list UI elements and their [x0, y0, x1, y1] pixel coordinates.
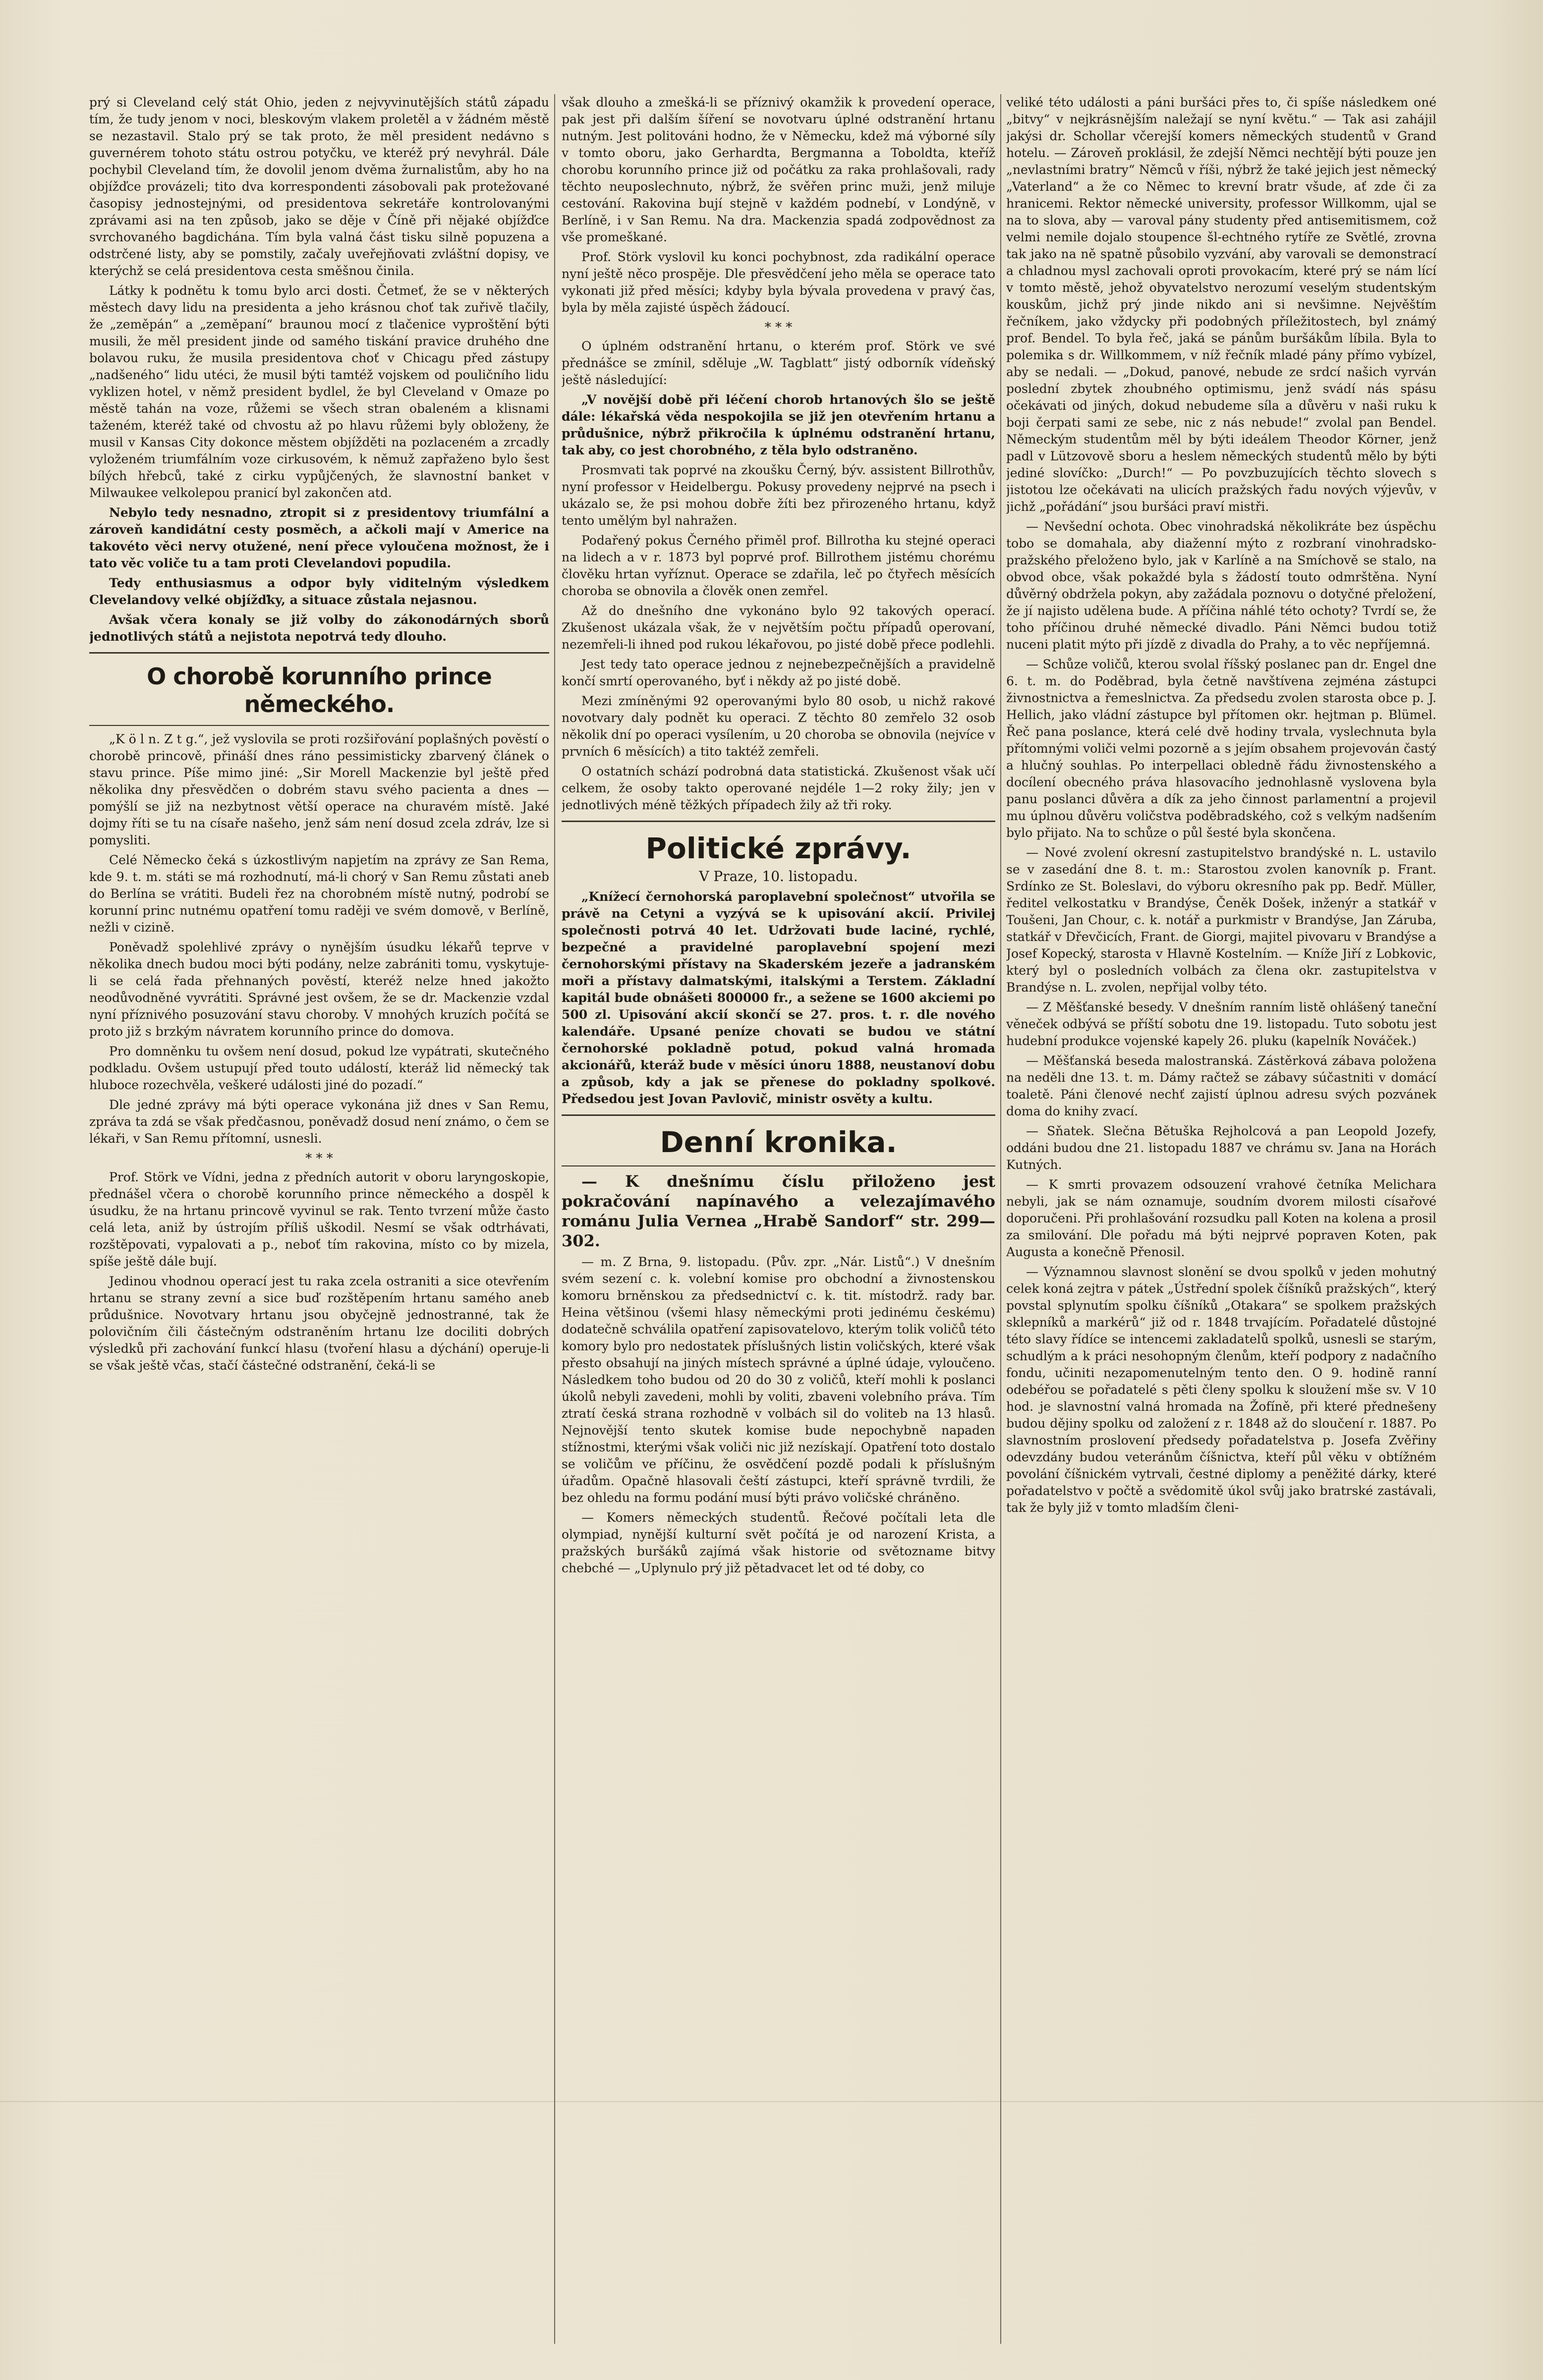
article-paragraph: — K smrti provazem odsouzení vrahové četníka Melichara nebyli, jak se nám oznamuje, soudním dvorem milosti císařové doporučeni. Při prohlašování rozsudku pall Koten na kolena a prosil za smilování. Dle pořadu má býti nejprvé popraven Koten, pak Augusta a konečně Přenosil. — [1006, 1177, 1436, 1259]
article-paragraph: Mezi zmíněnými 92 operovanými bylo 80 osob, u nichž rakové novotvary daly podnět ku operaci. Z těchto 80 zemřelo 32 osob několik dní po operaci vysílením, u 20 choroba se obnovila (nejvíce v prvních 6 měsících) a tito taktéž zemřeli. — [562, 694, 995, 759]
article-paragraph: Prosmvati tak poprvé na zkoušku Černý, býv. assistent Billrothův, nyní professor v Heidelbergu. Pokusy provedeny nejprvé na psech i ukázalo se, že psi mohou dobře žíti bez přirozeného hrtanu, když tento umělým byl nahražen. — [562, 463, 995, 528]
article-paragraph: Tedy enthusiasmus a odpor byly viditelným výsledkem Clevelandovy velké objížďky, a situace zůstala nejasnou. — [89, 576, 549, 607]
column-3 — [1006, 94, 1436, 2354]
article-paragraph: Avšak včera konaly se již volby do zákonodárných sborů jednotlivých států a nejistota nepotrvá tedy dlouho. — [89, 612, 549, 644]
page-mark — [639, 42, 644, 53]
section-separator-stars: * * * — [305, 1151, 333, 1166]
article-paragraph: Prof. Störk vyslovil ku konci pochybnost, zda radikální operace nyní ještě něco prospěje. Dle přesvědčení jeho měla se operace tato vykonati již před měsíci; kdyby byla bývala provedena v pravý čas, byla by měla zajisté úspěch žádoucí. — [562, 250, 995, 315]
article-paragraph: Jest tedy tato operace jednou z nejnebezpečnějších a pravidelně končí smrtí operovaného, byť i někdy až po jisté době. — [562, 657, 995, 688]
article-paragraph: — Z Měšťanské besedy. V dnešním ranním listě ohlášený taneční věneček odbývá se příští sobotu dne 19. listopadu. Tuto sobotu jest hudební produkce vojenské kapely 26. pluku (kapelník Nováček.) — [1006, 1000, 1436, 1048]
article-paragraph: — Schůze voličů, kterou svolal říšský poslanec pan dr. Engel dne 6. t. m. do Poděbrad, byla četně navštívena zejména zástupci živnostnictva a řemeslnictva. Za předsedu zvolen starosta obce p. J. Hellich, jako vládní zástupce byl přítomen okr. hejtman p. Blümel. Řeč pana poslance, která celé dvě hodiny trvala, vyslechnuta byla přítomnými voliči velmi pozorně a s jejím obsahem projevován častý a hlučný souhlas. Po interpellaci obledně řádu živnostenského a docílení obecného práva hlasovacího jednohlasně vyslovena byla panu poslanci důvěra a dík za jeho činnost parlamentní a projevil mu úplnou důvěru voličstva poděbradského, což s velkým nadšením bylo přijato. Na to schůze o půl šesté byla skončena. — [1006, 657, 1436, 840]
article-paragraph: „V novější době při léčení chorob hrtanových šlo se ještě dále: lékařská věda nespokojila se již jen otevřením hrtanu a průdušnice, nýbrž přikročila k úplnému odstranění hrtanu, tak aby, co jest chorobného, z těla bylo odstraněno. — [562, 392, 995, 457]
article-paragraph: — m. Z Brna, 9. listopadu. (Pův. zpr. „Nár. Listů“.) V dnešním svém sezení c. k. volební komise pro obchodní a živnostenskou komoru brněnskou za předsednictví c. k. tit. místodrž. rady bar. Heina většinou (všemi hlasy německými proti jedinému českému) dodatečně schválila opatření zapisovatelovo, kterým tolik voličů této komory bylo pro nedostatek příslušných listin voličských, které však přesto obsahují na jiných místech správné a úplné údaje, vyloučeno. Následkem toho budou od 20 do 30 z voličů, kteří mohli k poslanci úkolů nebyli zavedeni, mohli by voliti, zbaveni volebního práva. Tím ztratí česká strana rozhodně v volbách sil do voliteb na 13 hlasů. Nejnovější tento skutek komise bude nepochybně napaden stížnostmi, kterými však voliči nic již nezískají. Opatření toto dostalo se voličům ve příčinu, že osvědčení pozdě podali k příslušným úřadům. Opačně hlasovali čeští zástupci, kteří správně tvrdili, že bez ohledu na formu podání musí býti právo voličské chráněno. — [562, 1255, 995, 1505]
article-paragraph: — Měšťanská beseda malostranská. Zástěrková zábava položena na neděli dne 13. t. m. Dámy račtež se zábavy súčastniti v domácí toaletě. Páni členové nechť zajistí úplnou adresu svých pozvánek doma do knihy zvací. — [1006, 1053, 1436, 1118]
section-rule — [562, 1114, 995, 1116]
article-paragraph: Poněvadž spolehlivé zprávy o nynějším úsudku lékařů teprve v několika dnech budou moci býti podány, nelze zabrániti tomu, vyskytuje-li se celá řada přehnaných pověstí, kteréž nelze hned jakožto neodůvodněné vyvrátiti. Správné jest ovšem, že se dr. Mackenzie vzdal nyní příznivého posuzování stavu choroby. V mnohých kruzích počítá se proto již s brzkým návratem korunního prince do domova. — [89, 940, 549, 1039]
column-divider-1 — [554, 94, 555, 2344]
section-heading-daily-chronicle: Denní kronika. — [660, 1125, 897, 1159]
article-paragraph: Jedinou vhodnou operací jest tu raka zcela ostraniti a sice otevřením hrtanu se strany zevní a sice buď rozštěpením hrtanu samého aneb průdušnice. Novotvary hrtanu jsou obyčejně jednostranné, tak že polovičním čili částečným odstraněním hrtanu lze dociliti dobrých výsledků při zachování funkcí hlasu (tvoření hlasu a dýchání) operuje-li se však ještě včas, stačí částečné odstranění, čeká-li se — [89, 1274, 549, 1373]
article-paragraph: Dle jedné zprávy má býti operace vykonána již dnes v San Remu, zpráva ta zdá se však předčasnou, poněvadž dosud není známo, o čem se lékaři, v San Remu přítomní, usnesli. — [89, 1098, 549, 1146]
article-paragraph: Celé Německo čeká s úzkostlivým napjetím na zprávy ze San Rema, kde 9. t. m. státi se má rozhodnutí, má-li chorý v San Remu zůstati aneb do Berlína se vrátiti. Budeli řez na chorobném místě nutný, podrobí se korunní princ nutnému opatření tomu raději ve svém domově, v Berlíně, nežli v cizině. — [89, 853, 549, 935]
column-2 — [562, 94, 995, 2354]
article-paragraph: — Nevšední ochota. Obec vinohradská několikráte bez úspěchu tobo se domahala, aby diaženní mýto z rozbraní vinohradsko-pražského přeloženo bylo, jak v Karlíně a na Smíchově se stalo, na obvod obce, však pokaždé byla s žádostí touto odmrštěna. Nyní důvěrný obdržela pokyn, aby zažádala poznovu o dotyčné přeložení, že jí najisto udělena bude. A příčina náhlé této ochoty? Tvrdí se, že toho příčinou druhé německé divadlo. Páni Němci budou totiž nuceni platit mýto při jízdě z divadla do Prahy, a to věc nepříjemná. — [1006, 519, 1436, 652]
article-paragraph: — Nové zvolení okresní zastupitelstvo brandýské n. L. ustavilo se v zasedání dne 8. t. m.: Starostou zvolen kanovník p. Frant. Srdínko ze St. Boleslavi, do výboru okresního pak pp. Bedř. Müller, ředitel velkostatku v Brandýse, Čeněk Došek, inženýr a statkář v Toušeni, Jan Chour, c. k. notář a purkmistr v Brandýse, Jan Záruba, statkář v Dřevčicích, Frant. de Giorgi, majitel pivovaru v Brandýse a Josef Kopecký, starosta v Hlavně Kostelním. — Kníže Jiří z Lobkovic, který byl o posledních volbách za člena okr. zastupitelstva v Brandýse n. L. zvolen, nepřijal volby této. — [1006, 845, 1436, 995]
section-rule — [89, 652, 549, 654]
article-paragraph: — Sňatek. Slečna Bětuška Rejholcová a pan Leopold Jozefy, oddáni budou dne 21. listopadu 1887 ve chrámu sv. Jana na Horách Kutných. — [1006, 1124, 1436, 1172]
article-paragraph: Podařený pokus Černého přiměl prof. Billrotha ku stejné operaci na lidech a v r. 1873 byl poprvé prof. Billrothem jistému chorému člověku hrtan vyříznut. Operace se zdařila, leč po čtyřech měsících choroba se obnovila a člověk onen zemřel. — [562, 533, 995, 598]
article-paragraph: — Komers německých studentů. Řečové počítali leta dle olympiad, nynější kulturní svět počítá je od narození Krista, a pražských buršáků zajímá však historie od světozname bitvy chebché — „Uplynulo prý již pětadvacet let od té doby, co — [562, 1510, 995, 1575]
column-divider-2 — [1000, 94, 1001, 2344]
article-paragraph: O úplném odstranění hrtanu, o kterém prof. Störk ve své přednášce se zmínil, sděluje „W. Tagblatt“ jistý odborník vídeňský ještě následující: — [562, 339, 995, 387]
article-paragraph: Prof. Störk ve Vídni, jedna z předních autorit v oboru laryngoskopie, přednášel včera o chorobě korunního prince německého a dospěl k úsudku, že na hrtanu princově vyvinul se rak. Tento tvrzení může často celá leta, aniž by ústrojím příliš uškodil. Nesmí se však odtrhávati, rozštěpovati, vypalovati a p., neboť tím rakovina, místo co by mizela, spíše ještě dále bují. — [89, 1170, 549, 1269]
article-paragraph: „K ö l n. Z t g.“, jež vyslovila se proti rozšiřování poplašných pověstí o chorobě princově, přináší dnes ráno pessimisticky zbarvený článek o stavu prince. Píše mimo jiné: „Sir Morell Mackenzie byl ještě před několika dny přesvědčen o dobrém stavu svého pacienta a dnes — pomýšlí se již na nezbytnost větší operace na churavém místě. Jaké dojmy říti se tu na císaře našeho, jenž sám není dosud zcela zdráv, lze si pomysliti. — [89, 732, 549, 847]
headline-rule — [89, 725, 549, 726]
article-paragraph: však dlouho a zmešká-li se příznivý okamžik k provedení operace, pak jest při dalším šíření se novotvaru úplné odstranění hrtanu nutným. Jest politováni hodno, že v Německu, kdež má výborné síly v tomto oboru, jako Gerhardta, Bergmanna a Toboldta, kteříž chorobu korunního prince již od počátku za raka prohlašovali, rady těchto neuposlechnuto, nýbrž, že svěřen princ muži, jenž miluje cestování. Rakovina bují stejně v každém podnebí, v Londýně, v Berlíně, i v San Remu. Na dra. Mackenzia spadá zodpovědnost za vše promeškané. — [562, 95, 995, 244]
lead-notice: — K dnešnímu číslu přiloženo jest pokračování napínavého a velezajímavého románu Julia Vernea „Hrabě Sandorf“ str. 299—302. — [562, 1172, 995, 1250]
heading-rule — [562, 1165, 995, 1166]
article-paragraph: veliké této události a páni buršáci přes to, či spíše následkem oné „bitvy“ v nejkrásnějším naležají se nyní květu.“ — Tak asi zahájil jakýsi dr. Schollar včerejší komers německých studentů v Grand hotelu. — Zároveň proklásil, že zdejší Němci nechtějí býti pouze jen „nevlastními bratry“ Němců v říši, nýbrž že také jejich jest německý „Vaterland“ a že co Němec to krevní bratr všude, ať zde či za hranicemi. Rektor německé university, professor Willkomm, ujal se na to slova, aby — varoval pány studenty před antisemitismem, což velmi nemile dojalo stoupence šl-echtného rytíře ze Světlé, zrovna tak jako na ně spatně působilo vyzvání, aby varovali se demonstrací a chladnou mysl zachovali oproti provokacím, které prý se nám lící v tomto městě, jehož obyvatelstvo nerozumí veselým studentským kouskům, jichž prý jinde nikdo ani si nevšimne. Nejvěštím řečníkem, jako vždycky při podobných příležitostech, byl známý prof. Bendel. To byla řeč, jaká se pánům buršákům líbila. Byla to polemika s dr. Willkommem, v níž řečník mladé pány přímo vybízel, aby se nedali. — „Dokud, panové, nebude ze srdcí našich vyrván poslední zbytek zhoubného optimismu, jenž svádí nás spásu očekávati od jiných, dokud nebudeme síla a důvěru v naši ruku k boji čerpati sami ze sebe, nic z nás nebude!“ zvolal pan Bendel. Německým studentům měl by býti ideálem Theodor Körner, jenž padl v Lützovově sboru a heslem německých studentů mělo by býti jediné slovíčko: „Durch!“ — Po povzbuzujících těchto slovech s jistotou lze očekávati na ulicích pražských řadu nových výjevův, v jichž „pořádání“ jsou buršáci praví mistři. — [1006, 95, 1436, 514]
section-separator-stars: * * * — [764, 320, 793, 335]
section-rule — [562, 821, 995, 822]
column-1 — [89, 94, 549, 2354]
article-paragraph: Pro domněnku tu ovšem není dosud, pokud lze vypátrati, skutečného podkladu. Ovšem ustupují před touto událostí, kteráž lid německý tak hluboce rozechvěla, veškeré události jiné do pozadí.“ — [89, 1044, 549, 1092]
dateline: V Praze, 10. listopadu. — [699, 868, 858, 885]
section-heading-politics: Politické zprávy. — [645, 831, 912, 865]
article-paragraph: „Knížecí černohorská paroplavební společnost“ utvořila se právě na Cetyni a vyzývá se k upisování akcií. Privilej společnosti potrvá 40 let. Udržovati bude laciné, rychlé, bezpečné a pravidelné paroplavební spojení mezi černohorskými přístavy na Skaderském jezeře a jadranském moři a přístavy dalmatskými, italskými a Terstem. Základní kapitál bude obnášeti 800000 fr., a sežene se 1600 akciemi po 500 zl. Upisování akcií skončí se 27. pros. t. r. dle nového kalendáře. Upsané peníze chovati se budou ve státní černohorské pokladně potud, pokud valná hromada akcionářů, kteráž bude v měsíci únoru 1888, neustanoví dobu a způsob, kdy a jak se přenese do pokladny spolkové. Předsedou jest Jovan Pavlovič, ministr osvěty a kultu. — [562, 889, 995, 1106]
article-paragraph: Nebylo tedy nesnadno, ztropit si z presidentovy triumfální a zároveň kandidátní cesty posměch, a ačkoli mají v Americe na takovéto věci nervy otužené, není přece vyloučena možnost, že i tato věc voliče tu a tam proti Clevelandovi popudila. — [89, 505, 549, 570]
article-headline: O chorobě korunního prince německého. — [147, 663, 492, 718]
article-paragraph: Až do dnešního dne vykonáno bylo 92 takových operací. Zkušenost ukázala však, že v největším počtu případů operovaní, nezemřeli-li ihned pod rukou lékařovou, po jisté době přece podlehli. — [562, 604, 995, 652]
article-paragraph: — Významnou slavnost slonění se dvou spolků v jeden mohutný celek koná zejtra v pátek „Ústřední spolek číšníků pražských“, který povstal splynutím spolku číšníků „Otakara“ se spolkem pražských sklepníků a markérů“ již od r. 1848 trvajícím. Pořadatelé důstojné této slavy řídíce se intencemi zakladatelů spolků, usnesli se starým, schudlým a k práci nesohopným členům, kteří podpory z nadačního fondu, učiniti nezapomenutelným tento den. O 9. hodině ranní odebéřou se pořadatelé s pěti členy spolku k sloužení mše sv. V 10 hod. je slavnostní valná hromada na Žofíně, při které přednešeny budou dějiny spolku od založení z r. 1848 až do sloučení r. 1887. Po slavnostním proslovení předsedy pořadatelstva p. Josefa Zvěřiny odevzdány budou veteránům číšnictva, kteří půl věku v obtížném povolání číšnickém vytrvali, čestné diplomy a peněžité dárky, které pořadatelstvo v počtě a svědomitě úkol svůj jako bratrské zastávali, tak že byly již v tomto mladším členi- — [1006, 1265, 1436, 1515]
article-paragraph: prý si Cleveland celý stát Ohio, jeden z nejvyvinutějších států západu tím, že tudy jenom v noci, bleskovým vlakem proletěl a v žádném městě se nezastavil. Stalo prý se tak proto, že měl president nedávno s guvernérem tohoto státu ostrou potyčku, ve kteréž prý nevyhrál. Dále pochybil Cleveland tím, že dovolil jenom dvěma žurnalistům, aby ho na objížďce provázeli; tito dva korrespondenti zásobovali pak protežované časopisy jednostejnými, od presidentova sekretáře kontrolovanými zprávami asi na ten způsob, jako se děje v Číně při nějaké objížďce svrchovaného bagdichána. Tím byla valná část tisku silně popuzena a odstrčené listy, aby se pomstily, začaly uveřejňovati zvláštní dopisy, ve kterýchž se celá presidentova cesta směšnou činila. — [89, 95, 549, 278]
article-paragraph: O ostatních schází podrobná data statistická. Zkušenost však učí celkem, že osoby takto operované nejdéle 1—2 roky žily; jen v jednotlivých méně těžkých případech žily až tři roky. — [562, 764, 995, 812]
article-paragraph: Látky k podnětu k tomu bylo arci dosti. Četmeť, že se v některých městech davy lidu na presidenta a jeho krásnou choť tak zuřivě tlačily, že „zeměpán“ a „zeměpaní“ braunou mocí z tlačenice vyproštění býti musili, že měl president jinde od samého tiskání pravice druhého dne bolavou ruku, že musila presidentova choť v Chicagu před zástupy „nadšeného“ lidu utéci, že musil býti tamtéž vojskem od pouličního lidu vyklizen hotel, v němž president bydlel, že byl Cleveland v Omaze po městě tahán na voze, růžemi se všech stran obaleném a klisnami taženém, kteréž také od chvostu až po hlavu růžemi byly obloženy, že musil v Kansas City dokonce městem objížděti na pozlaceném a zrcadly vyloženém triumfálním voze cirkusovém, k němuž zapřaženo bylo šest bílých hřebců, také z cirku vypůjčených, že slavnostní banket v Milwaukee velkolepou pranicí byl zakončen atd. — [89, 283, 549, 500]
